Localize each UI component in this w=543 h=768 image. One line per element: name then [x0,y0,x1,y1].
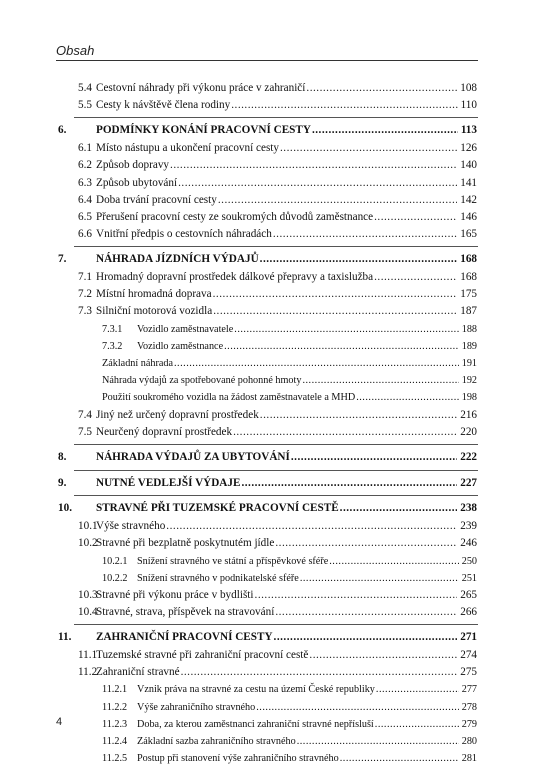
section-divider [74,117,478,118]
toc-entry-number: 6.6 [78,228,92,241]
toc-entry[interactable] [0,303,543,320]
dot-leader [306,80,457,97]
toc-entry[interactable] [0,699,543,716]
toc-entry-title: NÁHRADA VÝDAJŮ ZA UBYTOVÁNÍ [96,451,290,463]
toc-entry[interactable] [0,209,543,226]
dot-leader [170,157,457,174]
toc-entry-number: 5.4 [78,82,92,94]
toc-entry[interactable] [0,664,543,681]
dot-leader [260,407,457,424]
section-divider [74,444,478,445]
toc-entry[interactable] [0,140,543,157]
toc-entry-number: 9. [58,476,67,489]
toc-entry-page: 108 [459,80,477,97]
toc-entry-page: 278 [461,699,477,716]
dot-leader [174,355,459,372]
dot-leader [213,286,458,303]
toc-entry[interactable] [0,629,543,646]
section-divider [74,624,478,625]
header-rule [56,60,478,61]
toc-entry-title: Způsob ubytování [96,176,178,189]
toc-entry-page: 142 [459,192,477,209]
toc-entry[interactable] [0,175,543,192]
toc-entry-number: 7.5 [78,425,92,438]
toc-entry-number: 11.2.5 [102,753,128,765]
toc-entry-page: 246 [459,535,477,552]
toc-entry[interactable] [0,647,543,664]
toc-entry[interactable] [0,338,543,355]
toc-entry-page: 280 [461,733,477,750]
dot-leader [302,372,458,389]
dot-leader [297,733,459,750]
toc-entry-page: 198 [461,389,477,406]
toc-entry-title: Vnitřní předpis o cestovních náhradách [96,228,272,241]
toc-entry[interactable] [0,251,543,268]
toc-entry-number: 7.4 [78,408,92,421]
toc-entry-title: Tuzemské stravné při zahraniční pracovní cestě [96,649,309,661]
toc-entry-title: Snížení stravného v podnikatelské sféře [137,572,299,584]
toc-entry-number: 6.3 [78,176,92,189]
toc-entry-page: 192 [461,372,477,389]
toc-entry[interactable] [0,733,543,750]
toc-entry-number: 10.3 [78,588,98,601]
toc-entry-number: 7. [58,253,67,266]
toc-entry-page: 251 [461,570,477,587]
dot-leader [300,570,459,587]
dot-leader [280,140,457,157]
dot-leader [309,647,457,664]
dot-leader [356,389,459,406]
toc-entry-number: 6.5 [78,210,92,223]
toc-entry-page: 188 [461,321,477,338]
toc-entry-page: 239 [459,518,477,535]
toc-entry-number: 11.2.1 [102,684,128,696]
toc-entry-number: 11.2.2 [102,701,128,713]
toc-entry[interactable] [0,500,543,517]
toc-entry-number: 11.2.3 [102,718,128,730]
toc-entry-page: 250 [461,553,477,570]
toc-entry[interactable] [0,587,543,604]
toc-entry[interactable] [0,97,543,114]
dot-leader [234,321,458,338]
toc-entry-title: NUTNÉ VEDLEJŠÍ VÝDAJE [96,476,241,489]
toc-entry-page: 271 [459,629,477,646]
toc-entry-title: Cesty k návštěvě člena rodiny [96,99,231,112]
page-number: 4 [56,716,63,728]
toc-entry-page: 279 [461,716,477,733]
toc-entry-page: 187 [459,303,477,320]
toc-entry-title: Základní náhrada [102,358,173,369]
toc-entry-title: Cestovní náhrady při výkonu práce v zahraničí [96,82,306,94]
toc-entry-title: Vozidlo zaměstnance [137,340,224,352]
toc-entry-number: 6.4 [78,193,92,206]
toc-entry-number: 11.1 [78,649,98,661]
toc-entry-page: 216 [459,407,477,424]
dot-leader [375,716,459,733]
toc-entry[interactable] [0,518,543,535]
toc-entry-title: Jiný než určený dopravní prostředek [96,408,259,421]
toc-entry-number: 11. [58,631,72,644]
toc-entry-number: 6.1 [78,142,92,155]
toc-entry-title: Stravné při bezplatně poskytnutém jídle [96,537,275,550]
toc-entry-title: Stravné, strava, příspěvek na stravování [96,606,275,619]
toc-entry-title: Použití soukromého vozidla na žádost zaměstnavatele a MHD [102,392,356,404]
dot-leader [224,338,459,355]
toc-entry-page: 165 [459,226,477,243]
dot-leader [255,587,458,604]
toc-entry-title: Doba trvání pracovní cesty [96,193,217,206]
toc-entry-title: Zahraniční stravné [96,666,180,679]
toc-entry[interactable] [0,372,543,389]
toc-entry-page: 189 [461,338,477,355]
toc-entry[interactable] [0,750,543,767]
toc-entry-title: Hromadný dopravní prostředek dálkové přepravy a taxislužba [96,271,374,283]
toc-entry-number: 7.3.2 [102,340,123,352]
toc-entry-page: 274 [459,647,477,664]
dot-leader [241,475,457,492]
toc-entry-number: 8. [58,451,67,463]
toc-entry-title: Doba, za kterou zaměstnanci zahraniční stravné nepřísluší [137,718,374,730]
toc-entry[interactable] [0,122,543,139]
toc-entry-number: 6.2 [78,159,92,172]
toc-entry-title: Výše zahraničního stravného [137,701,256,713]
toc-entry-page: 238 [459,500,477,517]
dot-leader [178,175,457,192]
toc-entry-page: 110 [460,97,477,114]
toc-entry[interactable] [0,449,543,466]
toc-entry-title: Stravné při výkonu práce v bydlišti [96,588,254,601]
dot-leader [374,269,457,286]
toc-entry-page: 275 [459,664,477,681]
dot-leader [273,226,457,243]
toc-entry[interactable] [0,157,543,174]
toc-entry-page: 175 [459,286,477,303]
dot-leader [231,97,457,114]
toc-entry-page: 126 [459,140,477,157]
toc-entry[interactable] [0,321,543,338]
toc-entry-page: 220 [459,424,477,441]
toc-entry[interactable] [0,286,543,303]
toc-entry[interactable] [0,80,543,97]
toc-entry[interactable] [0,192,543,209]
toc-entry-title: NÁHRADA JÍZDNÍCH VÝDAJŮ [96,253,259,266]
toc-entry-number: 6. [58,124,67,137]
toc-entry-title: Místní hromadná doprava [96,288,212,301]
toc-entry[interactable] [0,226,543,243]
toc-entry-title: Neurčený dopravní prostředek [96,425,233,438]
toc-entry-number: 10.2.1 [102,555,128,567]
toc-entry[interactable] [0,424,543,441]
dot-leader [256,699,458,716]
toc-entry-page: 281 [461,750,477,767]
toc-entry-number: 10.4 [78,606,98,619]
toc-entry-title: Vznik práva na stravné za cestu na území České republiky [137,684,375,696]
page-header-title: Obsah [56,43,95,58]
toc-entry-page: 266 [459,604,477,621]
toc-entry-title: Silniční motorová vozidla [96,305,213,318]
toc-entry-title: Snížení stravného ve státní a příspěvkové sféře [137,555,329,567]
toc-entry-page: 191 [461,355,477,372]
toc-entry-title: ZAHRANIČNÍ PRACOVNÍ CESTY [96,631,273,644]
toc-entry-title: Způsob dopravy [96,159,170,172]
toc-entry[interactable] [0,355,543,372]
toc-entry-number: 10.2.2 [102,572,128,584]
dot-leader [274,629,458,646]
section-divider [74,495,478,496]
toc-entry-title: Postup při stanovení výše zahraničního stravného [137,753,339,765]
dot-leader [213,303,457,320]
dot-leader [329,553,458,570]
toc-entry-title: Vozidlo zaměstnavatele [137,323,234,335]
dot-leader [340,750,459,767]
section-divider [74,246,478,247]
toc-entry[interactable] [0,553,543,570]
toc-entry-number: 5.5 [78,99,92,112]
dot-leader [218,192,457,209]
toc-entry-number: 7.1 [78,271,92,283]
toc-entry-number: 7.3 [78,305,92,318]
toc-entry[interactable] [0,604,543,621]
toc-entry-number: 11.2 [78,666,98,679]
dot-leader [291,449,457,466]
dot-leader [181,664,458,681]
toc-entry[interactable] [0,716,543,733]
toc-entry[interactable] [0,535,543,552]
dot-leader [340,500,458,517]
dot-leader [376,681,459,698]
toc-entry-number: 7.3.1 [102,323,123,335]
toc-entry-title: Výše stravného [96,520,166,533]
toc-entry[interactable] [0,407,543,424]
toc-entry-number: 11.2.4 [102,736,128,747]
dot-leader [166,518,457,535]
toc-entry-page: 141 [459,175,477,192]
toc-entry-page: 168 [459,269,477,286]
toc-entry-page: 140 [459,157,477,174]
dot-leader [312,122,458,139]
toc-entry[interactable] [0,570,543,587]
dot-leader [275,535,457,552]
toc-entry-number: 10. [58,502,72,515]
toc-entry-page: 168 [459,251,477,268]
toc-entry-page: 265 [459,587,477,604]
toc-entry-number: 7.2 [78,288,92,301]
toc-entry[interactable] [0,475,543,492]
toc-entry-page: 222 [459,449,477,466]
toc-entry[interactable] [0,389,543,406]
toc-entry-title: Základní sazba zahraničního stravného [137,736,296,747]
toc-entry-number: 10.1 [78,520,98,533]
toc-entry-title: Přerušení pracovní cesty ze soukromých důvodů zaměstnance [96,210,374,223]
toc-entry-title: Místo nástupu a ukončení pracovní cesty [96,142,279,155]
dot-leader [233,424,457,441]
dot-leader [374,209,457,226]
toc-entry-page: 146 [459,209,477,226]
toc-entry-page: 227 [459,475,477,492]
toc-entry-number: 10.2 [78,537,98,550]
toc-entry-title: STRAVNÉ PŘI TUZEMSKÉ PRACOVNÍ CESTĚ [96,502,339,515]
section-divider [74,470,478,471]
toc-entry-title: Náhrada výdajů za spotřebované pohonné hmoty [102,375,302,387]
toc-entry-page: 277 [461,681,477,698]
dot-leader [275,604,457,621]
toc-entry-page: 113 [460,122,477,139]
toc-entry-title: PODMÍNKY KONÁNÍ PRACOVNÍ CESTY [96,124,311,137]
toc-entry[interactable] [0,269,543,286]
toc-entry[interactable] [0,681,543,698]
dot-leader [260,251,458,268]
